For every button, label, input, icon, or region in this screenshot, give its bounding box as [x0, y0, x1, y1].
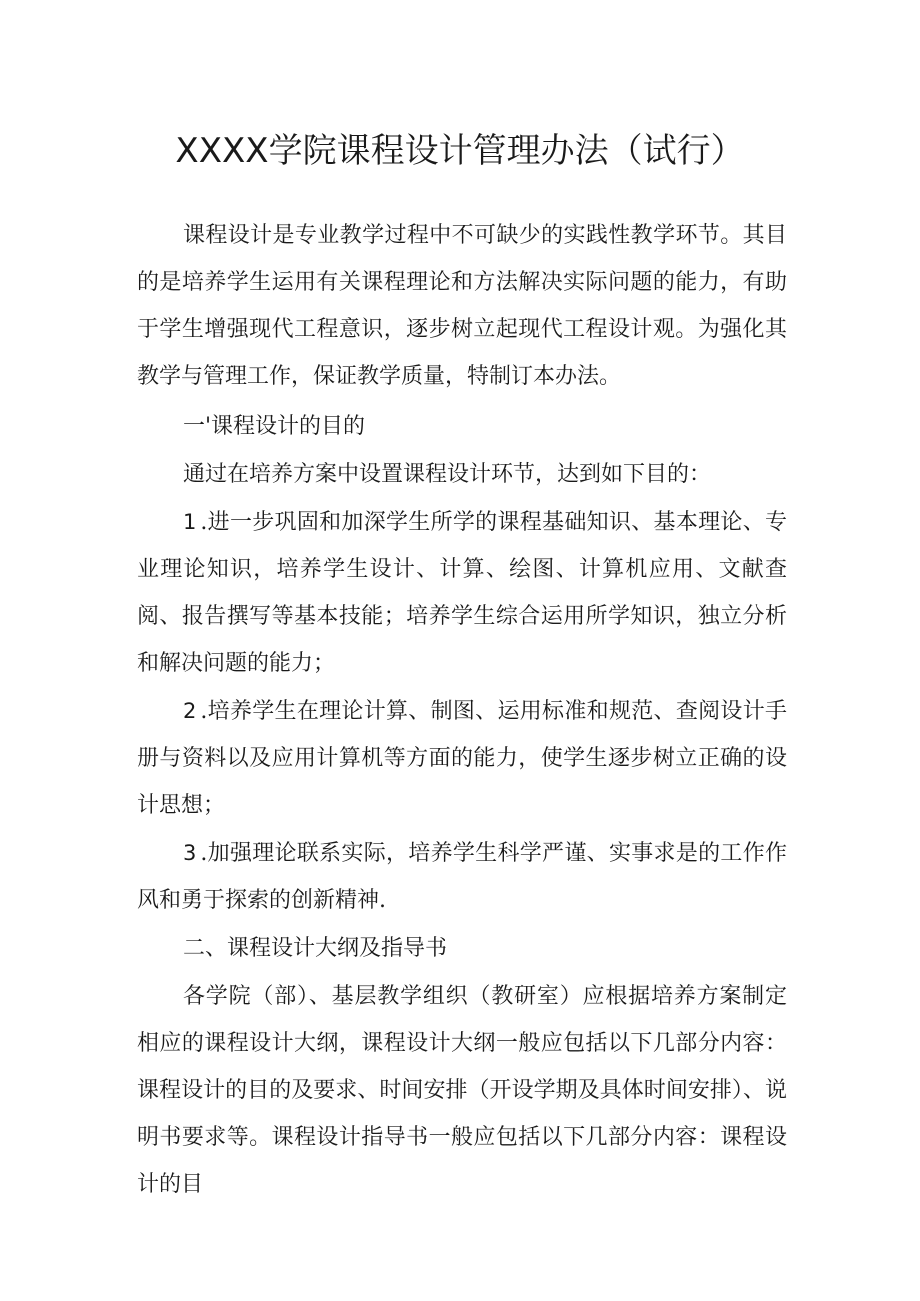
list-item-number: 3: [183, 841, 197, 865]
list-item-2: [137, 688, 787, 829]
section-1-lead: 通过在培养方案中设置课程设计环节，达到如下目的：: [183, 462, 712, 487]
list-item-text: .进一步巩固和加深学生所学的课程基础知识、基本理论、专业理论知识，培养学生设计、计算、绘图、计算机应用、文献查阅、报告撰写等基本技能；培养学生综合运用所学知识，独立分析和解决问题的能力；: [137, 510, 787, 676]
document-body: [137, 212, 787, 1209]
section-2-heading: 二、课程设计大纲及指导书: [183, 936, 448, 961]
section-1-heading: 一'课程设计的目的: [183, 414, 366, 439]
document-title: XXXX学院课程设计管理办法（试行）: [175, 130, 745, 171]
list-item-text: .加强理论联系实际，培养学生科学严谨、实事求是的工作作风和勇于探索的创新精神.: [137, 841, 787, 913]
list-item-text: .培养学生在理论计算、制图、运用标准和规范、查阅设计手册与资料以及应用计算机等方面的能力，使学生逐步树立正确的设计思想；: [137, 699, 787, 818]
list-item-3: [137, 830, 787, 924]
list-item-number: 1: [183, 510, 197, 534]
list-item-1: [137, 499, 787, 687]
intro-paragraph: 课程设计是专业教学过程中不可缺少的实践性教学环节。其目的是培养学生运用有关课程理论和方法解决实际问题的能力，有助于学生增强现代工程意识，逐步树立起现代工程设计观。为强化其教学与管理工作，保证教学质量，特制订本办法。: [137, 223, 787, 389]
list-item-number: 2: [183, 699, 197, 723]
section-2-paragraph: 各学院（部）、基层教学组织（教研室）应根据培养方案制定相应的课程设计大纲，课程设计大纲一般应包括以下几部分内容：课程设计的目的及要求、时间安排（开设学期及具体时间安排）、说明书要求等。课程设计指导书一般应包括以下几部分内容：课程设计的目: [137, 984, 787, 1197]
